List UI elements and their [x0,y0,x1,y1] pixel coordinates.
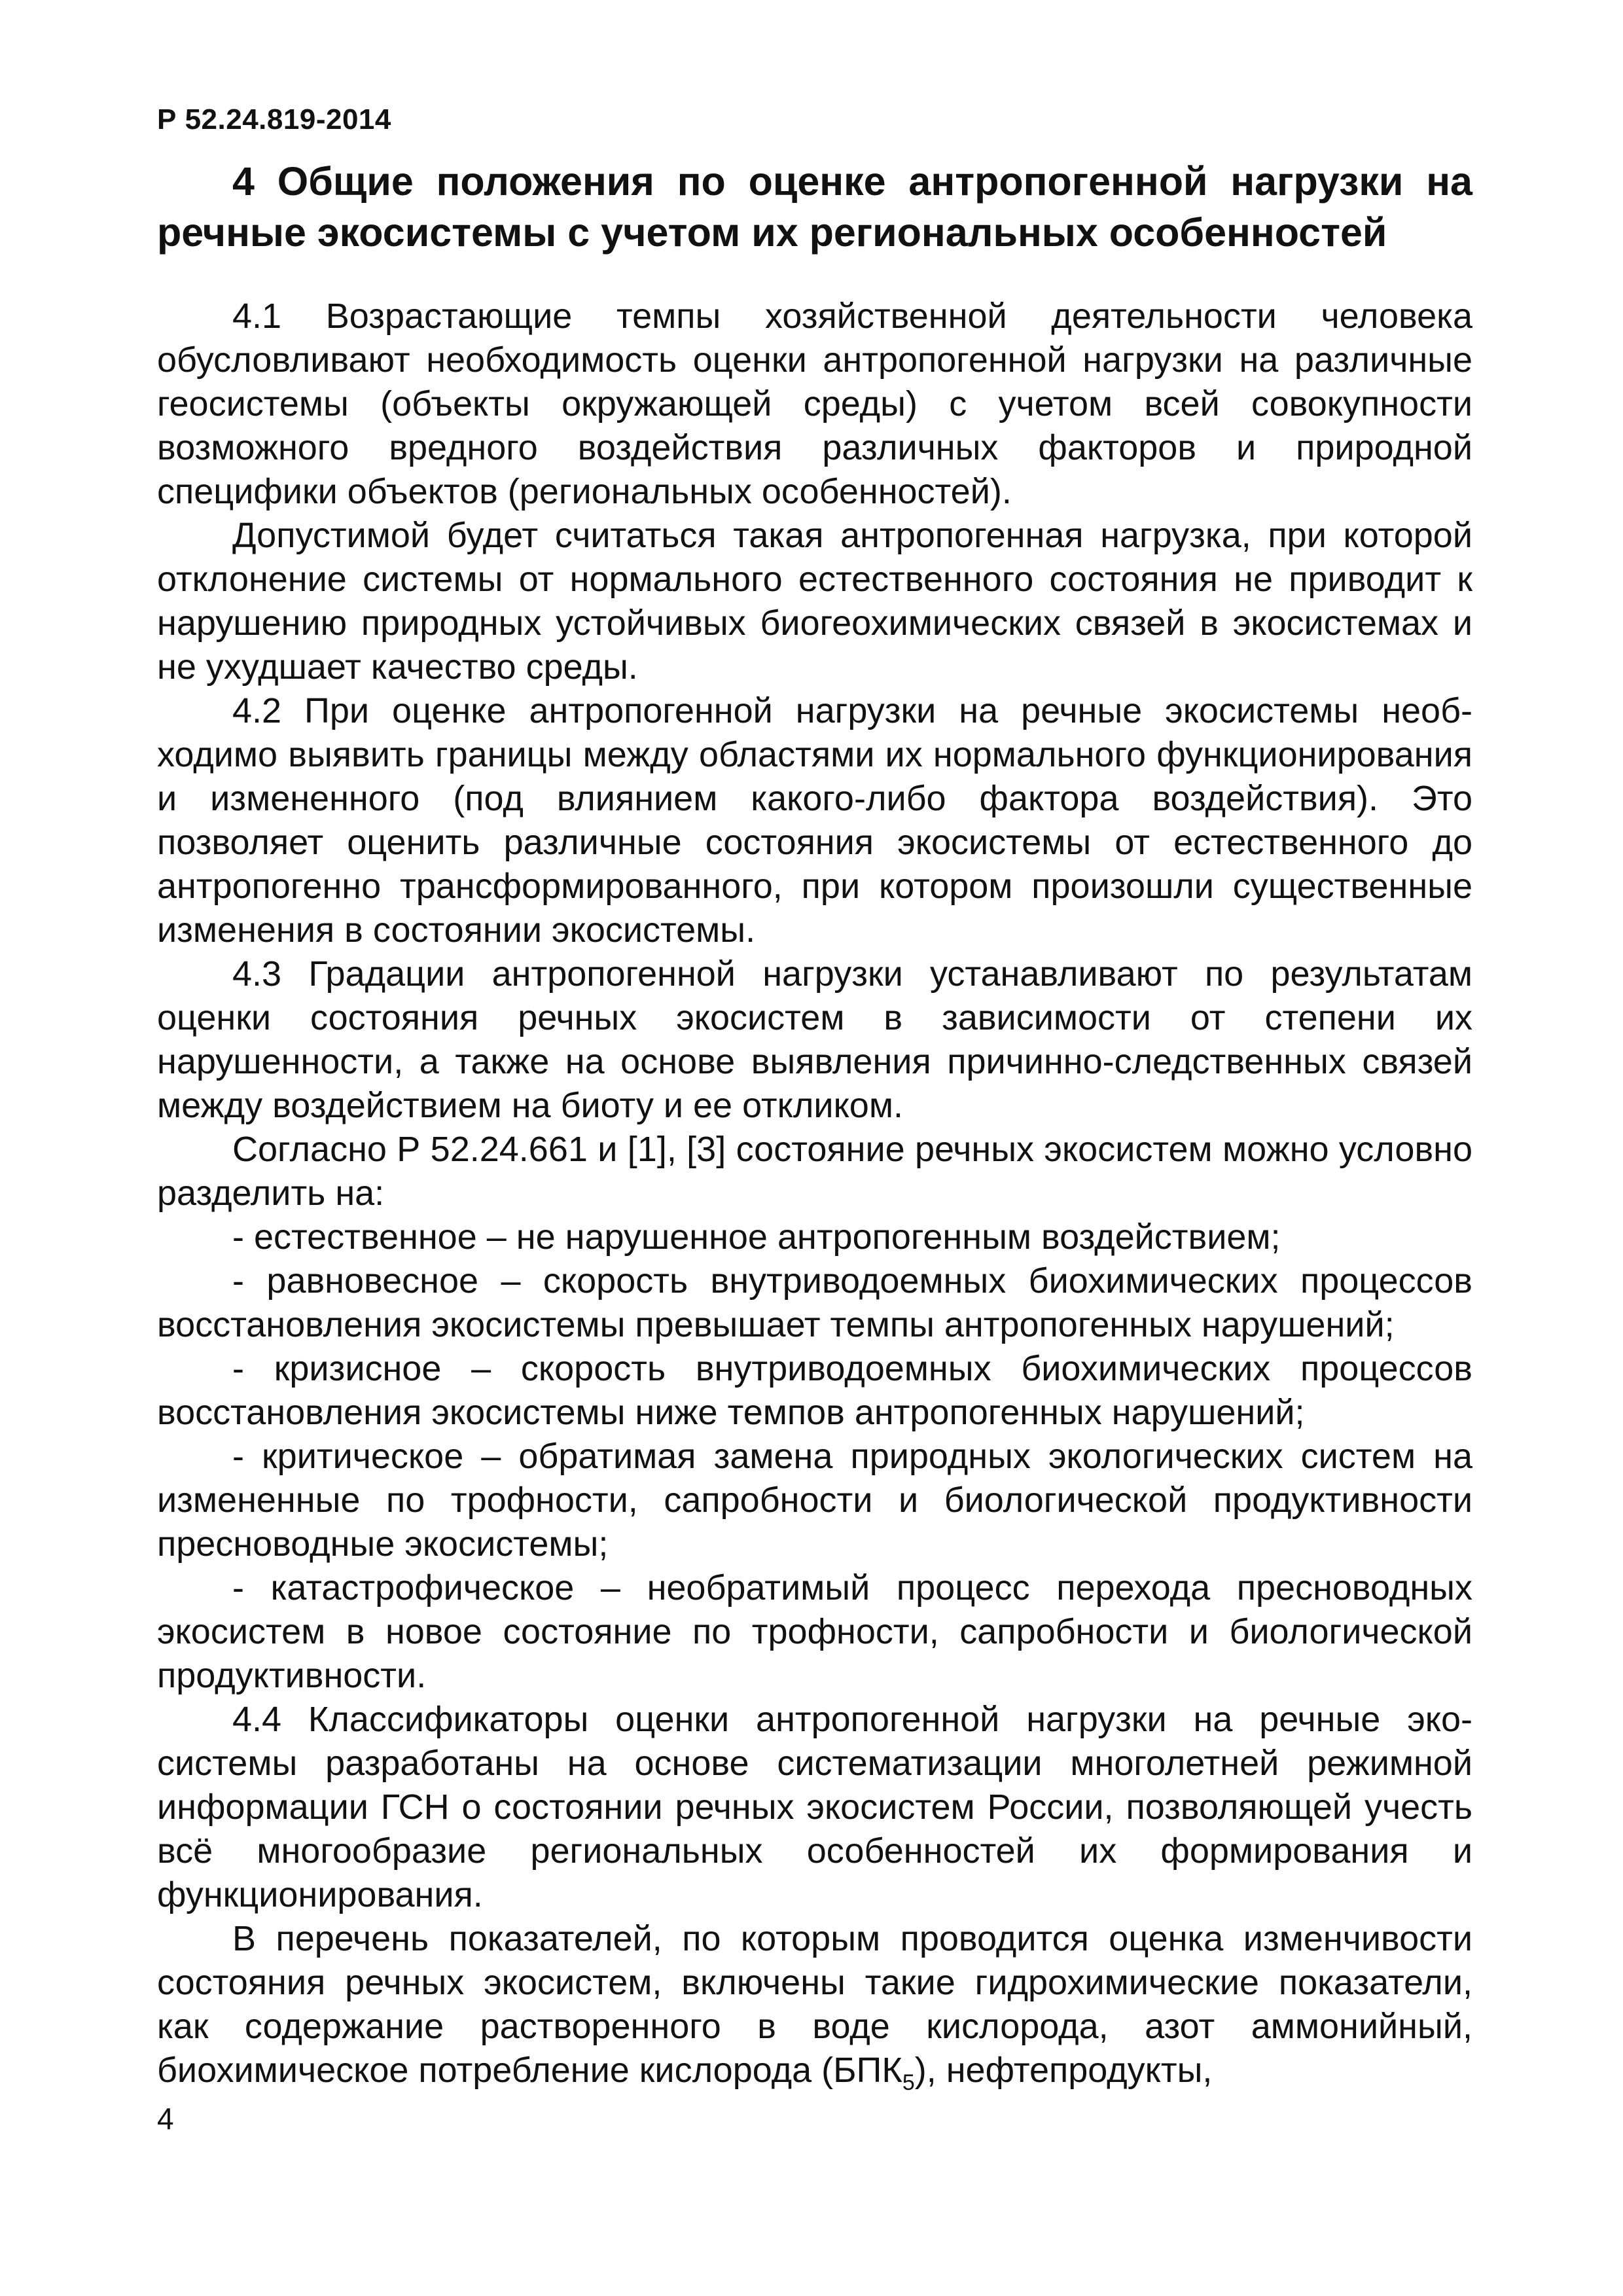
page-number: 4 [157,2102,174,2136]
paragraph-states-intro: Согласно Р 52.24.661 и [1], [3] состояние речных экосистем можно условно разделить на: [157,1130,1472,1213]
paragraph-4-4: 4.4 Классификаторы оценки антропогенной нагрузки на речные экосистемы разработаны на основе систематизации многолетней режимной информации ГСН о состоянии речных экосистем России, позволяющей учесть всё многообразие региональных особенностей их формирования и функционирования. [157,1700,1472,1914]
indicators-text-end: ), нефтепродукты, [914,2051,1213,2090]
paragraph-permissible-load: Допустимой будет считаться такая антропогенная нагрузка, при которой отклонение системы от нормального естественного состояния не приводит к нарушению природных устойчивых биогеохимических связей в экосистемах и не ухудшает качество среды. [157,516,1472,687]
list-item-equilibrium: - равновесное – скорость внутриводоемных биохимических процессов восстановления экосистемы превышает темпы антропогенных нарушений; [157,1261,1472,1344]
section-title: 4 Общие положения по оценке антропогенной нагрузки на речные экосистемы с учетом их региональных особенностей [157,159,1472,255]
list-item-natural: - естественное – не нарушенное антропогенным воздействием; [232,1217,1281,1257]
indicators-text: В перечень показателей, по которым проводится оценка изменчивости состояния речных экосистем, включены такие гидрохимические показатели, как содержание растворенного в воде кислорода, азот аммонийный, биохимическое потребление кислорода (БПК [157,1919,1472,2090]
document-code: Р 52.24.819-2014 [157,103,391,135]
paragraph-4-1: 4.1 Возрастающие темпы хозяйственной деятельности человека обусловливают необходимость оценки антропогенной нагрузки на различные геосистемы (объекты окружающей среды) с учетом всей совокупности возможного вредного воздействия различных факторов и природной специфики объектов (региональных особенностей). [157,296,1472,511]
list-item-crisis: - кризисное – скорость внутриводоемных биохимических процессов восстановления экосистемы ниже темпов антропогенных нарушений; [157,1349,1472,1432]
paragraph-4-2: 4.2 При оценке антропогенной нагрузки на речные экосистемы необходимо выявить границы между областями их нормального функционирования и измененного (под влиянием какого-либо фактора воздействия). Это позволяет оценить различные состояния экосистемы от естественного до антропогенно трансформированного, при котором произошли существенные изменения в состоянии экосистемы. [157,691,1472,950]
bpk-subscript: 5 [902,2070,915,2095]
list-item-critical: - критическое – обратимая замена природных экологических систем на измененные по трофности, сапробности и биологической продуктивности пресноводные экосистемы; [157,1437,1472,1564]
body-text [157,295,1472,2095]
paragraph-4-3: 4.3 Градации антропогенной нагрузки устанавливают по результатам оценки состояния речных экосистем в зависимости от степени их нарушенности, а также на основе выявления причинно-следственных связей между воздействием на биоту и ее откликом. [157,954,1472,1125]
list-item-catastrophic: - катастрофическое – необратимый процесс перехода пресноводных экосистем в новое состояние по трофности, сапробности и биологической продуктивности. [157,1568,1472,1695]
paragraph-indicators [157,1917,1472,2095]
